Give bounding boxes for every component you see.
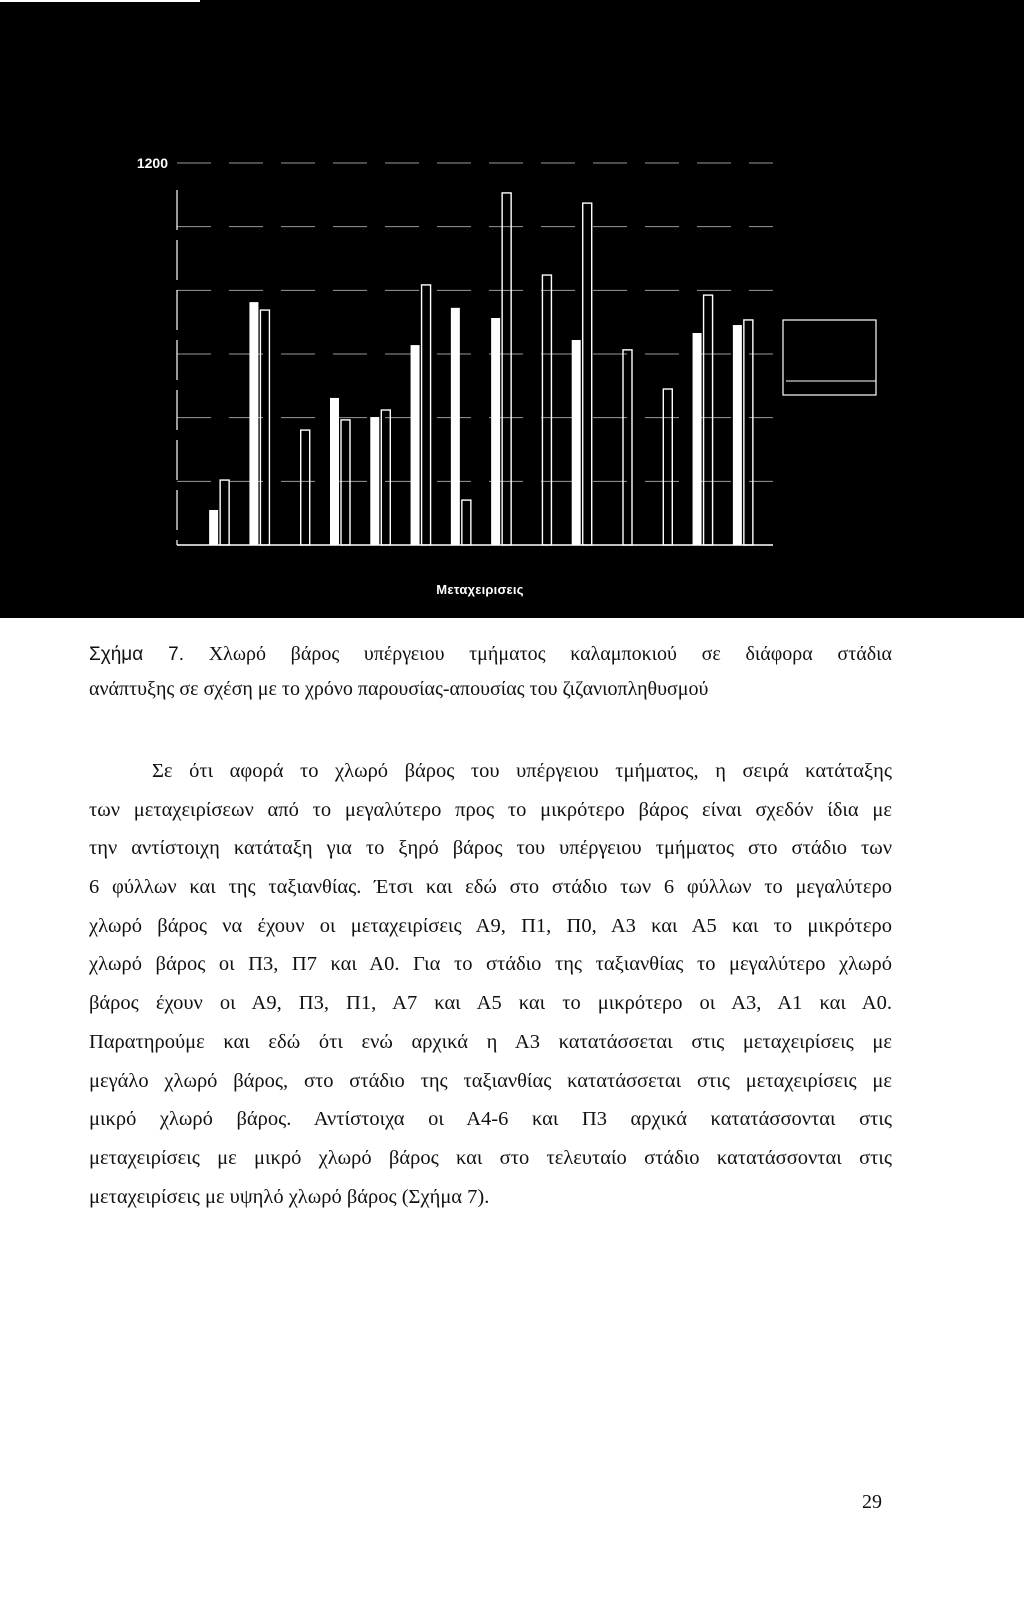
body-line: μεγάλο χλωρό βάρος, στο στάδιο της ταξιανθίας κατατάσσεται στις μεταχειρίσεις με: [89, 1069, 892, 1092]
caption-line: [89, 637, 892, 672]
page-number: 29: [862, 1491, 882, 1513]
body-line: την αντίστοιχη κατάταξη για το ξηρό βάρος του υπέργειου τμήματος στο στάδιο των: [89, 837, 892, 860]
bar-filled: [733, 325, 742, 545]
y-tick-label: 1200: [136, 155, 168, 171]
body-line: μεταχειρίσεις με υψηλό χλωρό βάρος (Σχήμα 7).: [89, 1185, 490, 1208]
bar-filled: [330, 398, 339, 545]
figure-panel: [0, 0, 1024, 618]
body-line: μεταχειρίσεις με μικρό χλωρό βάρος και στο τελευταίο στάδιο κατατάσσονται στις: [89, 1146, 892, 1169]
bar-outline: [260, 310, 269, 545]
bar-filled: [693, 333, 702, 545]
bar-filled: [451, 308, 460, 545]
caption-line: ανάπτυξης σε σχέση με το χρόνο παρουσίας-απουσίας του ζιζανιοπληθυσμού: [89, 678, 709, 700]
bar-outline: [704, 295, 713, 545]
body-line: Σε ότι αφορά το χλωρό βάρος του υπέργειου τμήματος, η σειρά κατάταξης: [152, 760, 892, 782]
figure-caption: [89, 637, 892, 707]
bar-outline: [502, 193, 511, 545]
bar-filled: [249, 302, 258, 545]
bar-outline: [381, 410, 390, 545]
caption-label: Σχήμα 7.: [89, 644, 185, 665]
bars: [209, 193, 753, 545]
bar-outline: [542, 275, 551, 545]
body-line: 6 φύλλων και της ταξιανθίας. Έτσι και εδώ στο στάδιο των 6 φύλλων το μεγαλύτερο: [89, 876, 892, 899]
bar-filled: [572, 340, 581, 545]
caption-text: Χλωρό βάρος υπέργειου τμήματος καλαμποκιού σε διάφορα στάδια: [208, 643, 892, 665]
body-line: χλωρό βάρος να έχουν οι μεταχειρίσεις Α9, Π1, Π0, Α3 και Α5 και το μικρότερο: [89, 914, 892, 937]
bar-outline: [422, 285, 431, 545]
bar-filled: [491, 318, 500, 545]
bar-outline: [583, 203, 592, 545]
bar-chart: [0, 0, 1024, 618]
body-line: χλωρό βάρος οι Π3, Π7 και Α0. Για το στάδιο της ταξιανθίας το μεγαλύτερο χλωρό: [89, 953, 892, 976]
bar-outline: [301, 430, 310, 545]
gridlines: [177, 163, 773, 481]
bar-outline: [341, 420, 350, 545]
legend-box: [783, 320, 876, 395]
bar-outline: [623, 350, 632, 545]
bar-outline: [462, 500, 471, 545]
body-line: Παρατηρούμε και εδώ ότι ενώ αρχικά η Α3 κατατάσσεται στις μεταχειρίσεις με: [89, 1030, 892, 1053]
bar-outline: [663, 389, 672, 545]
bar-filled: [209, 510, 218, 545]
bar-filled: [411, 345, 420, 545]
bar-filled: [370, 417, 379, 545]
bar-outline: [220, 480, 229, 545]
body-line: μικρό χλωρό βάρος. Αντίστοιχα οι Α4-6 και Π3 αρχικά κατατάσσονται στις: [89, 1108, 892, 1131]
x-axis-label: Μεταχειρισεις: [436, 582, 524, 597]
body-paragraph: [89, 752, 892, 1216]
body-line: βάρος έχουν οι Α9, Π3, Π1, Α7 και Α5 και το μικρότερο οι Α3, Α1 και Α0.: [89, 992, 892, 1015]
body-line: των μεταχειρίσεων από το μεγαλύτερο προς το μικρότερο βάρος είναι σχεδόν ίδια με: [89, 798, 892, 821]
